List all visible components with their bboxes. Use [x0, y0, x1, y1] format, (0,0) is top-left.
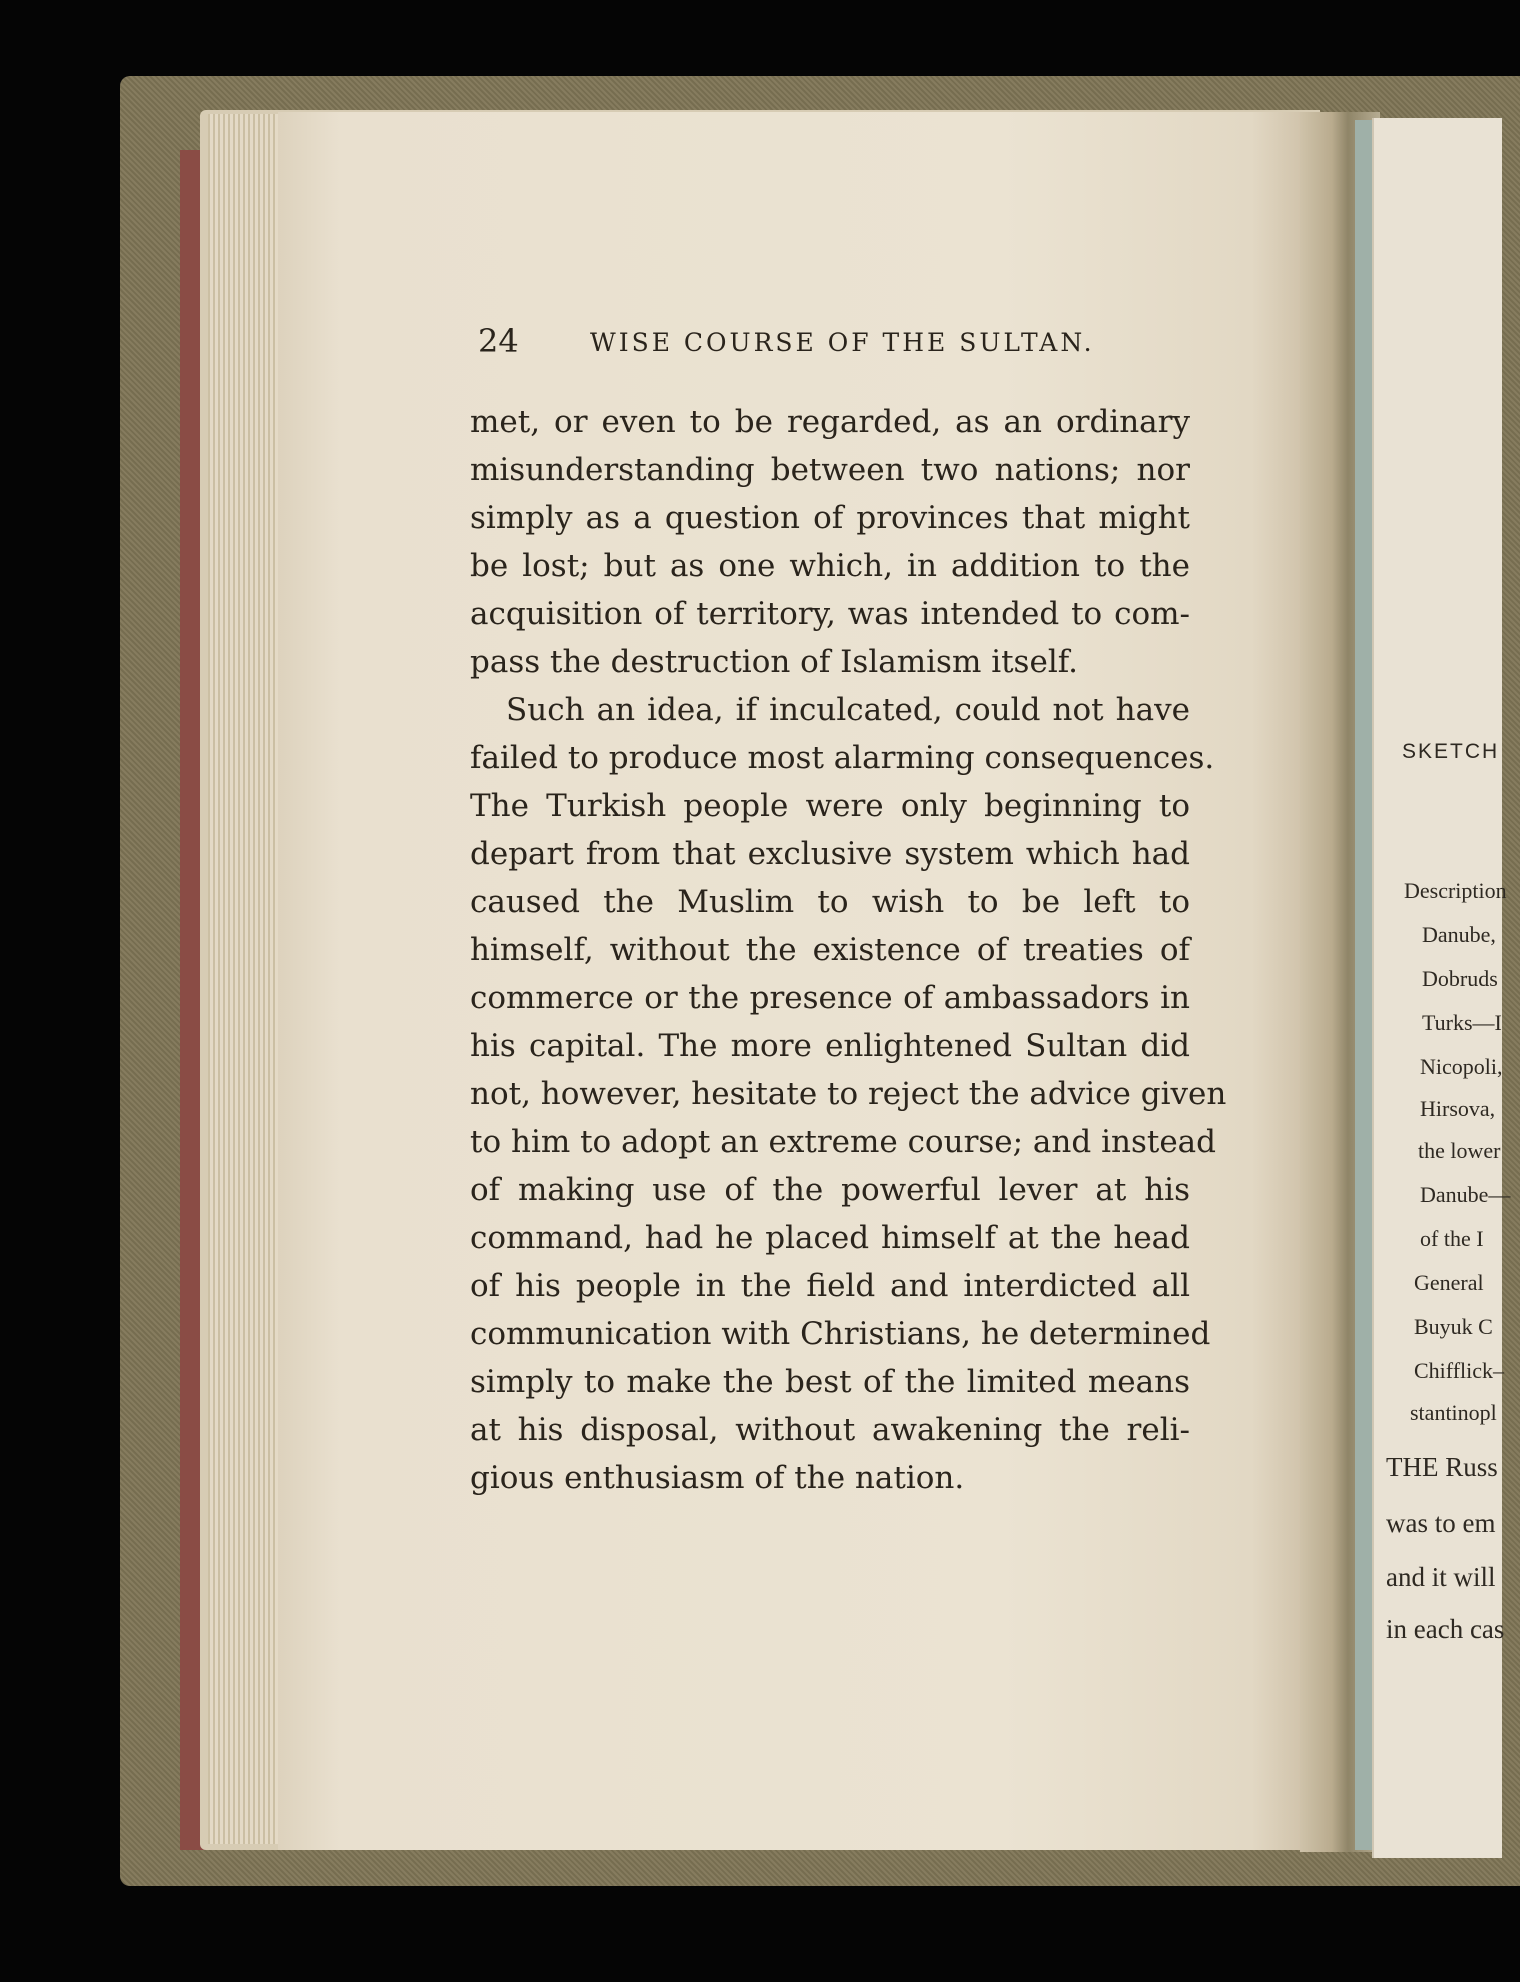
text-line: not, however, hesitate to reject the advice given [470, 1076, 1227, 1112]
chapter-heading: SKETCH [1402, 740, 1500, 763]
toc-line: Chifflick– [1414, 1358, 1505, 1383]
text-line: acquisition of territory, was intended to com- [470, 596, 1190, 632]
toc-line: of the I [1420, 1226, 1484, 1251]
text-line: command, had he placed himself at the head [470, 1220, 1190, 1256]
page-edges [208, 114, 286, 1844]
text-line: simply to make the best of the limited means [470, 1364, 1190, 1400]
body-text [470, 398, 1227, 1502]
text-line: depart from that exclusive system which had [470, 836, 1190, 872]
toc-line: Danube— [1420, 1182, 1511, 1207]
toc-line: Turks—I [1422, 1010, 1502, 1035]
text-line: simply as a question of provinces that might [470, 500, 1190, 536]
toc-line: Buyuk C [1414, 1314, 1493, 1339]
text-line: pass the destruction of Islamism itself. [470, 644, 1078, 680]
text-line: to him to adopt an extreme course; and instead [470, 1124, 1216, 1160]
text-line: be lost; but as one which, in addition to the [470, 548, 1190, 584]
toc-line: the lower [1418, 1138, 1501, 1163]
text-line: of making use of the powerful lever at his [470, 1172, 1190, 1208]
text-line: at his disposal, without awakening the reli- [470, 1412, 1190, 1448]
body-line: THE Russ [1386, 1452, 1498, 1482]
text-line: failed to produce most alarming consequences. [470, 740, 1215, 776]
text-line: of his people in the field and interdicted all [470, 1268, 1190, 1304]
text-line: caused the Muslim to wish to be left to [470, 884, 1190, 920]
toc-line: Hirsova, [1420, 1096, 1496, 1121]
toc-line: Danube, [1422, 922, 1496, 947]
text-line: himself, without the existence of treaties of [470, 932, 1190, 968]
text-line: gious enthusiasm of the nation. [470, 1460, 965, 1496]
text-line: The Turkish people were only beginning to [470, 788, 1190, 824]
toc-line: stantinopl [1410, 1400, 1497, 1425]
toc-line: Description [1404, 878, 1507, 903]
toc-line: Dobruds [1422, 966, 1498, 991]
body-line: was to em [1386, 1508, 1496, 1538]
toc-line: General [1414, 1270, 1484, 1295]
text-line: communication with Christians, he determined [470, 1316, 1211, 1352]
text-line: commerce or the presence of ambassadors in [470, 980, 1190, 1016]
toc-line: Nicopoli, [1420, 1054, 1503, 1079]
text-line: misunderstanding between two nations; nor [470, 452, 1190, 488]
text-line: met, or even to be regarded, as an ordinary [470, 404, 1190, 440]
page-number: 24 [478, 322, 519, 360]
right-page [1372, 118, 1505, 1858]
running-head [478, 322, 1134, 362]
text-line: his capital. The more enlightened Sultan did [470, 1028, 1190, 1064]
body-line: in each cas [1386, 1614, 1505, 1644]
body-line: and it will [1386, 1562, 1496, 1592]
running-head-title: WISE COURSE OF THE SULTAN. [590, 328, 1095, 357]
text-line: Such an idea, if inculcated, could not have [506, 692, 1190, 728]
